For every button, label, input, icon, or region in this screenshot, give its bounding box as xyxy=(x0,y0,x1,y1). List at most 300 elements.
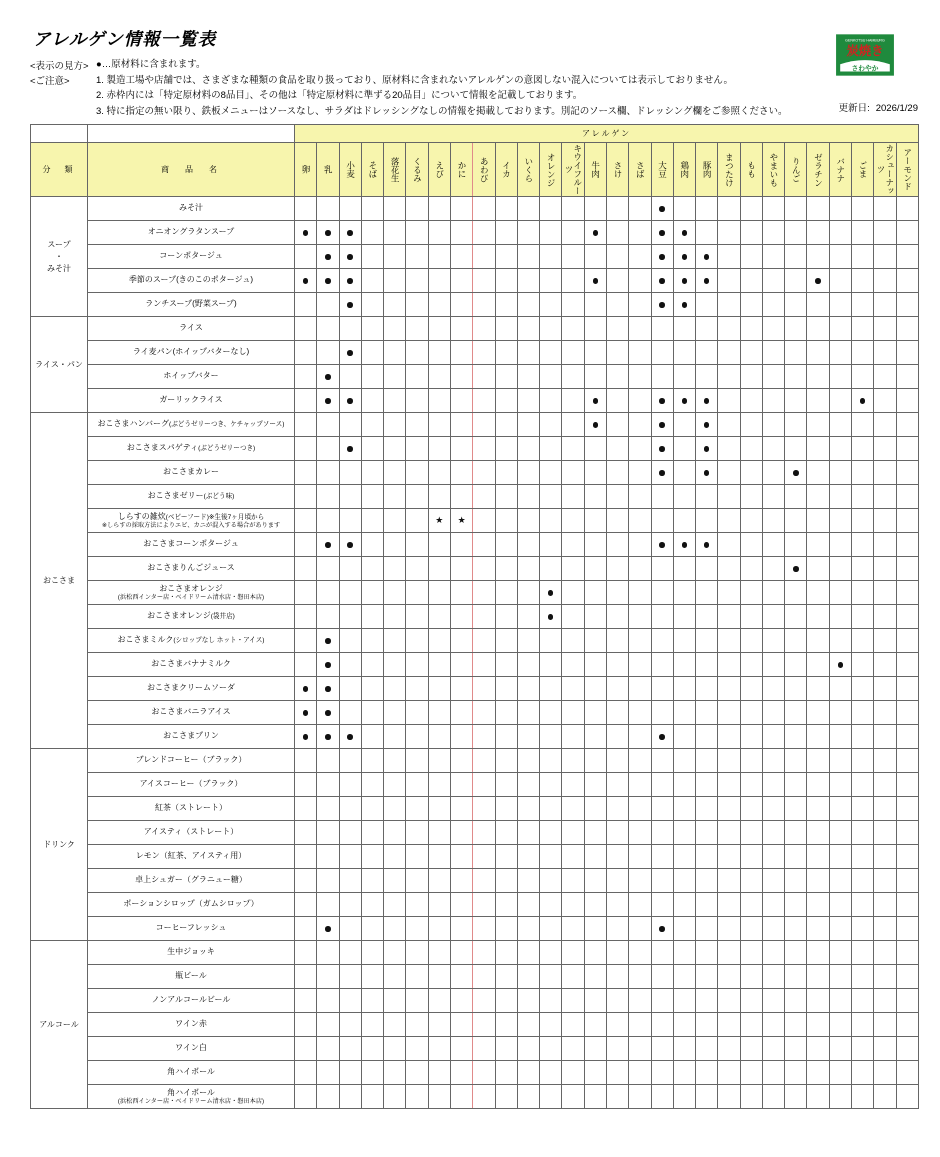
allergen-cell xyxy=(896,365,919,389)
allergen-cell xyxy=(762,605,784,629)
allergen-cell xyxy=(517,605,539,629)
allergen-cell xyxy=(295,869,317,893)
allergen-cell xyxy=(852,245,874,269)
allergen-cell xyxy=(629,677,651,701)
allergen-cell xyxy=(651,629,673,653)
allergen-cell xyxy=(473,533,495,557)
allergen-cell xyxy=(852,1061,874,1085)
allergen-cell xyxy=(874,845,896,869)
allergen-cell xyxy=(651,581,673,605)
allergen-cell xyxy=(361,533,383,557)
allergen-cell xyxy=(473,653,495,677)
contains-dot-icon xyxy=(347,446,353,452)
allergen-cell xyxy=(406,533,428,557)
allergen-cell xyxy=(718,965,740,989)
allergen-cell xyxy=(696,221,718,245)
allergen-cell xyxy=(495,653,517,677)
allergen-cell xyxy=(673,557,695,581)
table-row xyxy=(31,797,919,821)
table-row xyxy=(31,245,919,269)
allergen-cell xyxy=(829,965,851,989)
allergen-cell xyxy=(874,197,896,221)
allergen-cell xyxy=(540,701,562,725)
allergen-cell xyxy=(495,989,517,1013)
allergen-cell xyxy=(406,581,428,605)
allergen-cell xyxy=(361,917,383,941)
allergen-cell xyxy=(473,845,495,869)
allergen-cell xyxy=(450,965,472,989)
contains-dot-icon xyxy=(347,542,353,548)
allergen-cell xyxy=(428,941,450,965)
allergen-cell xyxy=(517,1085,539,1109)
item-name-cell: おこさまミルク(シロップなし ホット・アイス) xyxy=(88,629,295,653)
allergen-cell xyxy=(762,989,784,1013)
allergen-cell xyxy=(406,1037,428,1061)
allergen-cell xyxy=(540,941,562,965)
allergen-cell xyxy=(339,365,361,389)
allergen-cell xyxy=(361,821,383,845)
allergen-cell xyxy=(317,941,339,965)
allergen-cell xyxy=(673,989,695,1013)
allergen-cell xyxy=(517,293,539,317)
allergen-cell xyxy=(450,1085,472,1109)
allergen-cell xyxy=(606,821,628,845)
allergen-cell xyxy=(406,245,428,269)
allergen-cell xyxy=(317,965,339,989)
allergen-cell xyxy=(384,797,406,821)
allergen-cell xyxy=(807,989,829,1013)
allergen-cell xyxy=(696,845,718,869)
allergen-cell xyxy=(762,1085,784,1109)
allergen-cell xyxy=(384,677,406,701)
allergen-cell xyxy=(317,605,339,629)
allergen-cell xyxy=(696,293,718,317)
header-allergen-15 xyxy=(629,143,651,197)
allergen-cell xyxy=(762,821,784,845)
allergen-cell xyxy=(606,389,628,413)
allergen-cell xyxy=(673,221,695,245)
allergen-cell xyxy=(406,965,428,989)
allergen-cell xyxy=(829,197,851,221)
allergen-cell xyxy=(339,557,361,581)
updated-date xyxy=(839,100,918,114)
allergen-cell xyxy=(740,869,762,893)
allergen-cell xyxy=(517,413,539,437)
table-row xyxy=(31,749,919,773)
allergen-cell xyxy=(317,365,339,389)
header-allergen-25 xyxy=(852,143,874,197)
allergen-cell xyxy=(874,701,896,725)
allergen-cell xyxy=(540,389,562,413)
allergen-cell xyxy=(606,461,628,485)
contains-dot-icon xyxy=(659,542,665,548)
allergen-cell xyxy=(829,773,851,797)
allergen-cell xyxy=(629,437,651,461)
allergen-cell xyxy=(540,773,562,797)
allergen-cell xyxy=(473,293,495,317)
allergen-cell xyxy=(317,413,339,437)
allergen-cell xyxy=(629,965,651,989)
allergen-cell xyxy=(361,797,383,821)
allergen-cell xyxy=(540,245,562,269)
allergen-cell xyxy=(473,485,495,509)
allergen-cell xyxy=(762,557,784,581)
allergen-cell xyxy=(295,1013,317,1037)
allergen-cell xyxy=(450,893,472,917)
allergen-cell xyxy=(740,245,762,269)
allergen-cell xyxy=(696,533,718,557)
allergen-cell xyxy=(829,893,851,917)
allergen-cell xyxy=(495,197,517,221)
allergen-cell xyxy=(829,437,851,461)
header-allergen-11 xyxy=(540,143,562,197)
allergen-cell xyxy=(852,965,874,989)
allergen-cell xyxy=(785,1013,807,1037)
allergen-cell xyxy=(584,437,606,461)
allergen-cell xyxy=(295,221,317,245)
allergen-cell xyxy=(829,269,851,293)
allergen-cell xyxy=(384,989,406,1013)
allergen-cell xyxy=(896,629,919,653)
allergen-cell xyxy=(384,845,406,869)
item-name-cell: おこさまりんごジュース xyxy=(88,557,295,581)
allergen-cell xyxy=(785,701,807,725)
allergen-cell xyxy=(406,485,428,509)
allergen-cell xyxy=(651,413,673,437)
allergen-cell xyxy=(450,629,472,653)
allergen-cell xyxy=(384,341,406,365)
allergen-cell xyxy=(852,749,874,773)
allergen-cell xyxy=(540,605,562,629)
table-row xyxy=(31,365,919,389)
allergen-cell xyxy=(740,485,762,509)
allergen-cell xyxy=(406,605,428,629)
allergen-cell xyxy=(540,725,562,749)
table-row xyxy=(31,1037,919,1061)
allergen-label: 大豆 xyxy=(657,161,668,179)
allergen-cell xyxy=(406,461,428,485)
allergen-cell xyxy=(896,869,919,893)
allergen-cell xyxy=(517,245,539,269)
allergen-cell xyxy=(852,893,874,917)
allergen-cell xyxy=(807,413,829,437)
allergen-cell xyxy=(874,1061,896,1085)
allergen-label: オレンジ xyxy=(546,152,557,187)
allergen-cell xyxy=(295,917,317,941)
allergen-cell xyxy=(428,797,450,821)
allergen-cell xyxy=(762,461,784,485)
allergen-cell xyxy=(495,941,517,965)
allergen-cell xyxy=(384,1013,406,1037)
allergen-cell xyxy=(896,317,919,341)
allergen-cell xyxy=(651,485,673,509)
allergen-cell xyxy=(673,245,695,269)
allergen-cell xyxy=(740,1037,762,1061)
allergen-cell xyxy=(696,965,718,989)
allergen-cell xyxy=(339,197,361,221)
allergen-cell xyxy=(517,341,539,365)
contains-dot-icon xyxy=(303,734,309,740)
contains-dot-icon xyxy=(325,662,331,668)
allergen-cell xyxy=(495,341,517,365)
item-sub-note-2: ※しらすの採取方法によりエビ、カニが混入する場合があります xyxy=(101,522,281,530)
allergen-cell xyxy=(495,1037,517,1061)
allergen-cell xyxy=(473,701,495,725)
allergen-cell xyxy=(562,1061,584,1085)
allergen-cell xyxy=(874,989,896,1013)
allergen-cell xyxy=(829,1085,851,1109)
allergen-cell xyxy=(450,269,472,293)
allergen-cell xyxy=(740,629,762,653)
allergen-cell xyxy=(829,1061,851,1085)
item-name-cell: みそ汁 xyxy=(88,197,295,221)
allergen-cell xyxy=(807,581,829,605)
allergen-cell xyxy=(562,821,584,845)
contains-dot-icon xyxy=(704,398,710,404)
allergen-cell xyxy=(450,869,472,893)
allergen-cell xyxy=(718,1013,740,1037)
table-row xyxy=(31,197,919,221)
allergen-cell xyxy=(495,485,517,509)
allergen-cell xyxy=(473,869,495,893)
group-header-row xyxy=(31,125,919,143)
table-row xyxy=(31,605,919,629)
allergen-cell xyxy=(829,725,851,749)
allergen-cell xyxy=(295,389,317,413)
allergen-cell xyxy=(295,629,317,653)
allergen-cell xyxy=(517,365,539,389)
allergen-cell xyxy=(540,1061,562,1085)
allergen-cell xyxy=(606,413,628,437)
allergen-cell xyxy=(762,221,784,245)
allergen-cell xyxy=(540,1013,562,1037)
allergen-cell xyxy=(361,605,383,629)
allergen-cell xyxy=(874,1085,896,1109)
allergen-cell xyxy=(785,269,807,293)
allergen-cell xyxy=(562,893,584,917)
allergen-cell xyxy=(361,317,383,341)
allergen-cell xyxy=(406,341,428,365)
allergen-cell xyxy=(673,1085,695,1109)
allergen-cell xyxy=(896,269,919,293)
allergen-cell xyxy=(852,725,874,749)
allergen-cell xyxy=(562,677,584,701)
allergen-cell xyxy=(361,221,383,245)
allergen-cell xyxy=(673,677,695,701)
allergen-cell xyxy=(852,845,874,869)
allergen-cell xyxy=(651,389,673,413)
contains-dot-icon xyxy=(593,398,599,404)
allergen-cell xyxy=(740,773,762,797)
allergen-cell xyxy=(361,653,383,677)
allergen-cell xyxy=(852,941,874,965)
contains-dot-icon xyxy=(704,470,710,476)
allergen-cell xyxy=(540,533,562,557)
allergen-cell xyxy=(540,437,562,461)
allergen-cell xyxy=(829,941,851,965)
allergen-cell xyxy=(852,293,874,317)
item-name-cell: しらすの雑炊(ベビーフード)※生後7ヶ月頃から ※しらすの採取方法によりエビ、カニが混入する場合があります xyxy=(88,509,295,533)
allergen-cell xyxy=(606,533,628,557)
allergen-cell xyxy=(651,725,673,749)
allergen-cell xyxy=(807,221,829,245)
allergen-cell xyxy=(807,797,829,821)
allergen-cell xyxy=(673,773,695,797)
allergen-cell xyxy=(606,749,628,773)
allergen-cell xyxy=(317,485,339,509)
allergen-cell xyxy=(762,917,784,941)
item-name-cell: レモン（紅茶、アイスティ用） xyxy=(88,845,295,869)
allergen-cell xyxy=(651,821,673,845)
allergen-cell xyxy=(339,629,361,653)
allergen-cell xyxy=(428,581,450,605)
allergen-cell xyxy=(740,1085,762,1109)
allergen-cell xyxy=(785,485,807,509)
allergen-cell xyxy=(606,965,628,989)
item-name-cell: コーヒーフレッシュ xyxy=(88,917,295,941)
allergen-cell xyxy=(807,245,829,269)
allergen-cell xyxy=(651,269,673,293)
allergen-cell xyxy=(852,989,874,1013)
allergen-cell xyxy=(339,1013,361,1037)
allergen-cell xyxy=(829,509,851,533)
allergen-cell xyxy=(829,245,851,269)
allergen-cell xyxy=(874,605,896,629)
allergen-cell xyxy=(406,869,428,893)
allergen-cell xyxy=(406,509,428,533)
allergen-cell xyxy=(829,365,851,389)
allergen-cell xyxy=(896,557,919,581)
allergen-cell xyxy=(384,605,406,629)
allergen-cell xyxy=(317,389,339,413)
allergen-cell xyxy=(606,701,628,725)
allergen-cell xyxy=(540,317,562,341)
allergen-cell xyxy=(762,725,784,749)
allergen-cell xyxy=(696,341,718,365)
allergen-cell xyxy=(450,365,472,389)
allergen-label: カシューナッツ xyxy=(875,144,895,196)
allergen-table xyxy=(30,124,919,1109)
header-item-name: 商 品 名 xyxy=(88,143,295,197)
allergen-cell xyxy=(540,1037,562,1061)
allergen-cell xyxy=(673,1037,695,1061)
allergen-cell xyxy=(540,293,562,317)
allergen-cell xyxy=(295,821,317,845)
contains-dot-icon xyxy=(325,926,331,932)
allergen-cell xyxy=(874,965,896,989)
allergen-cell xyxy=(874,365,896,389)
allergen-cell xyxy=(696,1013,718,1037)
allergen-cell xyxy=(361,749,383,773)
allergen-cell xyxy=(361,893,383,917)
allergen-cell xyxy=(428,1085,450,1109)
contains-dot-icon xyxy=(704,446,710,452)
allergen-cell xyxy=(673,485,695,509)
allergen-cell xyxy=(384,629,406,653)
allergen-cell xyxy=(584,701,606,725)
contains-dot-icon xyxy=(347,278,353,284)
allergen-cell xyxy=(785,557,807,581)
allergen-cell xyxy=(718,221,740,245)
allergen-cell xyxy=(450,509,472,533)
allergen-cell xyxy=(807,365,829,389)
header-allergen-20 xyxy=(740,143,762,197)
allergen-cell xyxy=(584,197,606,221)
allergen-cell xyxy=(807,341,829,365)
allergen-cell xyxy=(896,653,919,677)
allergen-cell xyxy=(651,293,673,317)
allergen-cell xyxy=(540,893,562,917)
allergen-cell xyxy=(540,653,562,677)
contains-dot-icon xyxy=(325,686,331,692)
item-sub-note-2: (浜松西インター店・ベイドリーム清水店・磐田本店) xyxy=(117,1098,265,1106)
allergen-label: いくら xyxy=(523,156,534,183)
allergen-cell xyxy=(673,605,695,629)
allergen-cell xyxy=(896,245,919,269)
allergen-cell xyxy=(651,749,673,773)
allergen-cell xyxy=(740,749,762,773)
table-row xyxy=(31,677,919,701)
allergen-cell xyxy=(317,677,339,701)
allergen-cell xyxy=(651,1061,673,1085)
allergen-cell xyxy=(606,1085,628,1109)
allergen-cell xyxy=(428,893,450,917)
allergen-cell xyxy=(495,413,517,437)
allergen-cell xyxy=(740,965,762,989)
item-name-cell: 紅茶（ストレート） xyxy=(88,797,295,821)
allergen-label: アーモンド xyxy=(902,148,913,191)
allergen-label: 小麦 xyxy=(345,161,356,179)
allergen-cell xyxy=(517,989,539,1013)
allergen-cell xyxy=(852,413,874,437)
allergen-cell xyxy=(874,869,896,893)
allergen-cell xyxy=(473,581,495,605)
allergen-cell xyxy=(517,821,539,845)
allergen-cell xyxy=(295,749,317,773)
allergen-cell xyxy=(896,221,919,245)
allergen-cell xyxy=(762,701,784,725)
allergen-cell xyxy=(673,845,695,869)
allergen-cell xyxy=(696,989,718,1013)
allergen-cell xyxy=(428,317,450,341)
allergen-cell xyxy=(339,605,361,629)
allergen-cell xyxy=(584,773,606,797)
table-row xyxy=(31,821,919,845)
allergen-cell xyxy=(428,725,450,749)
contains-dot-icon xyxy=(860,398,866,404)
allergen-cell xyxy=(629,533,651,557)
allergen-cell xyxy=(785,293,807,317)
allergen-cell xyxy=(517,509,539,533)
allergen-cell xyxy=(740,557,762,581)
allergen-cell xyxy=(651,365,673,389)
allergen-cell xyxy=(562,1037,584,1061)
allergen-cell xyxy=(606,293,628,317)
allergen-cell xyxy=(406,797,428,821)
allergen-cell xyxy=(852,485,874,509)
allergen-cell xyxy=(762,581,784,605)
allergen-label: さけ xyxy=(612,161,623,179)
allergen-cell xyxy=(584,533,606,557)
allergen-cell xyxy=(874,941,896,965)
allergen-cell xyxy=(785,941,807,965)
allergen-cell xyxy=(317,269,339,293)
allergen-cell xyxy=(807,677,829,701)
allergen-cell xyxy=(562,197,584,221)
allergen-cell xyxy=(428,965,450,989)
allergen-cell xyxy=(361,725,383,749)
allergen-cell xyxy=(540,413,562,437)
